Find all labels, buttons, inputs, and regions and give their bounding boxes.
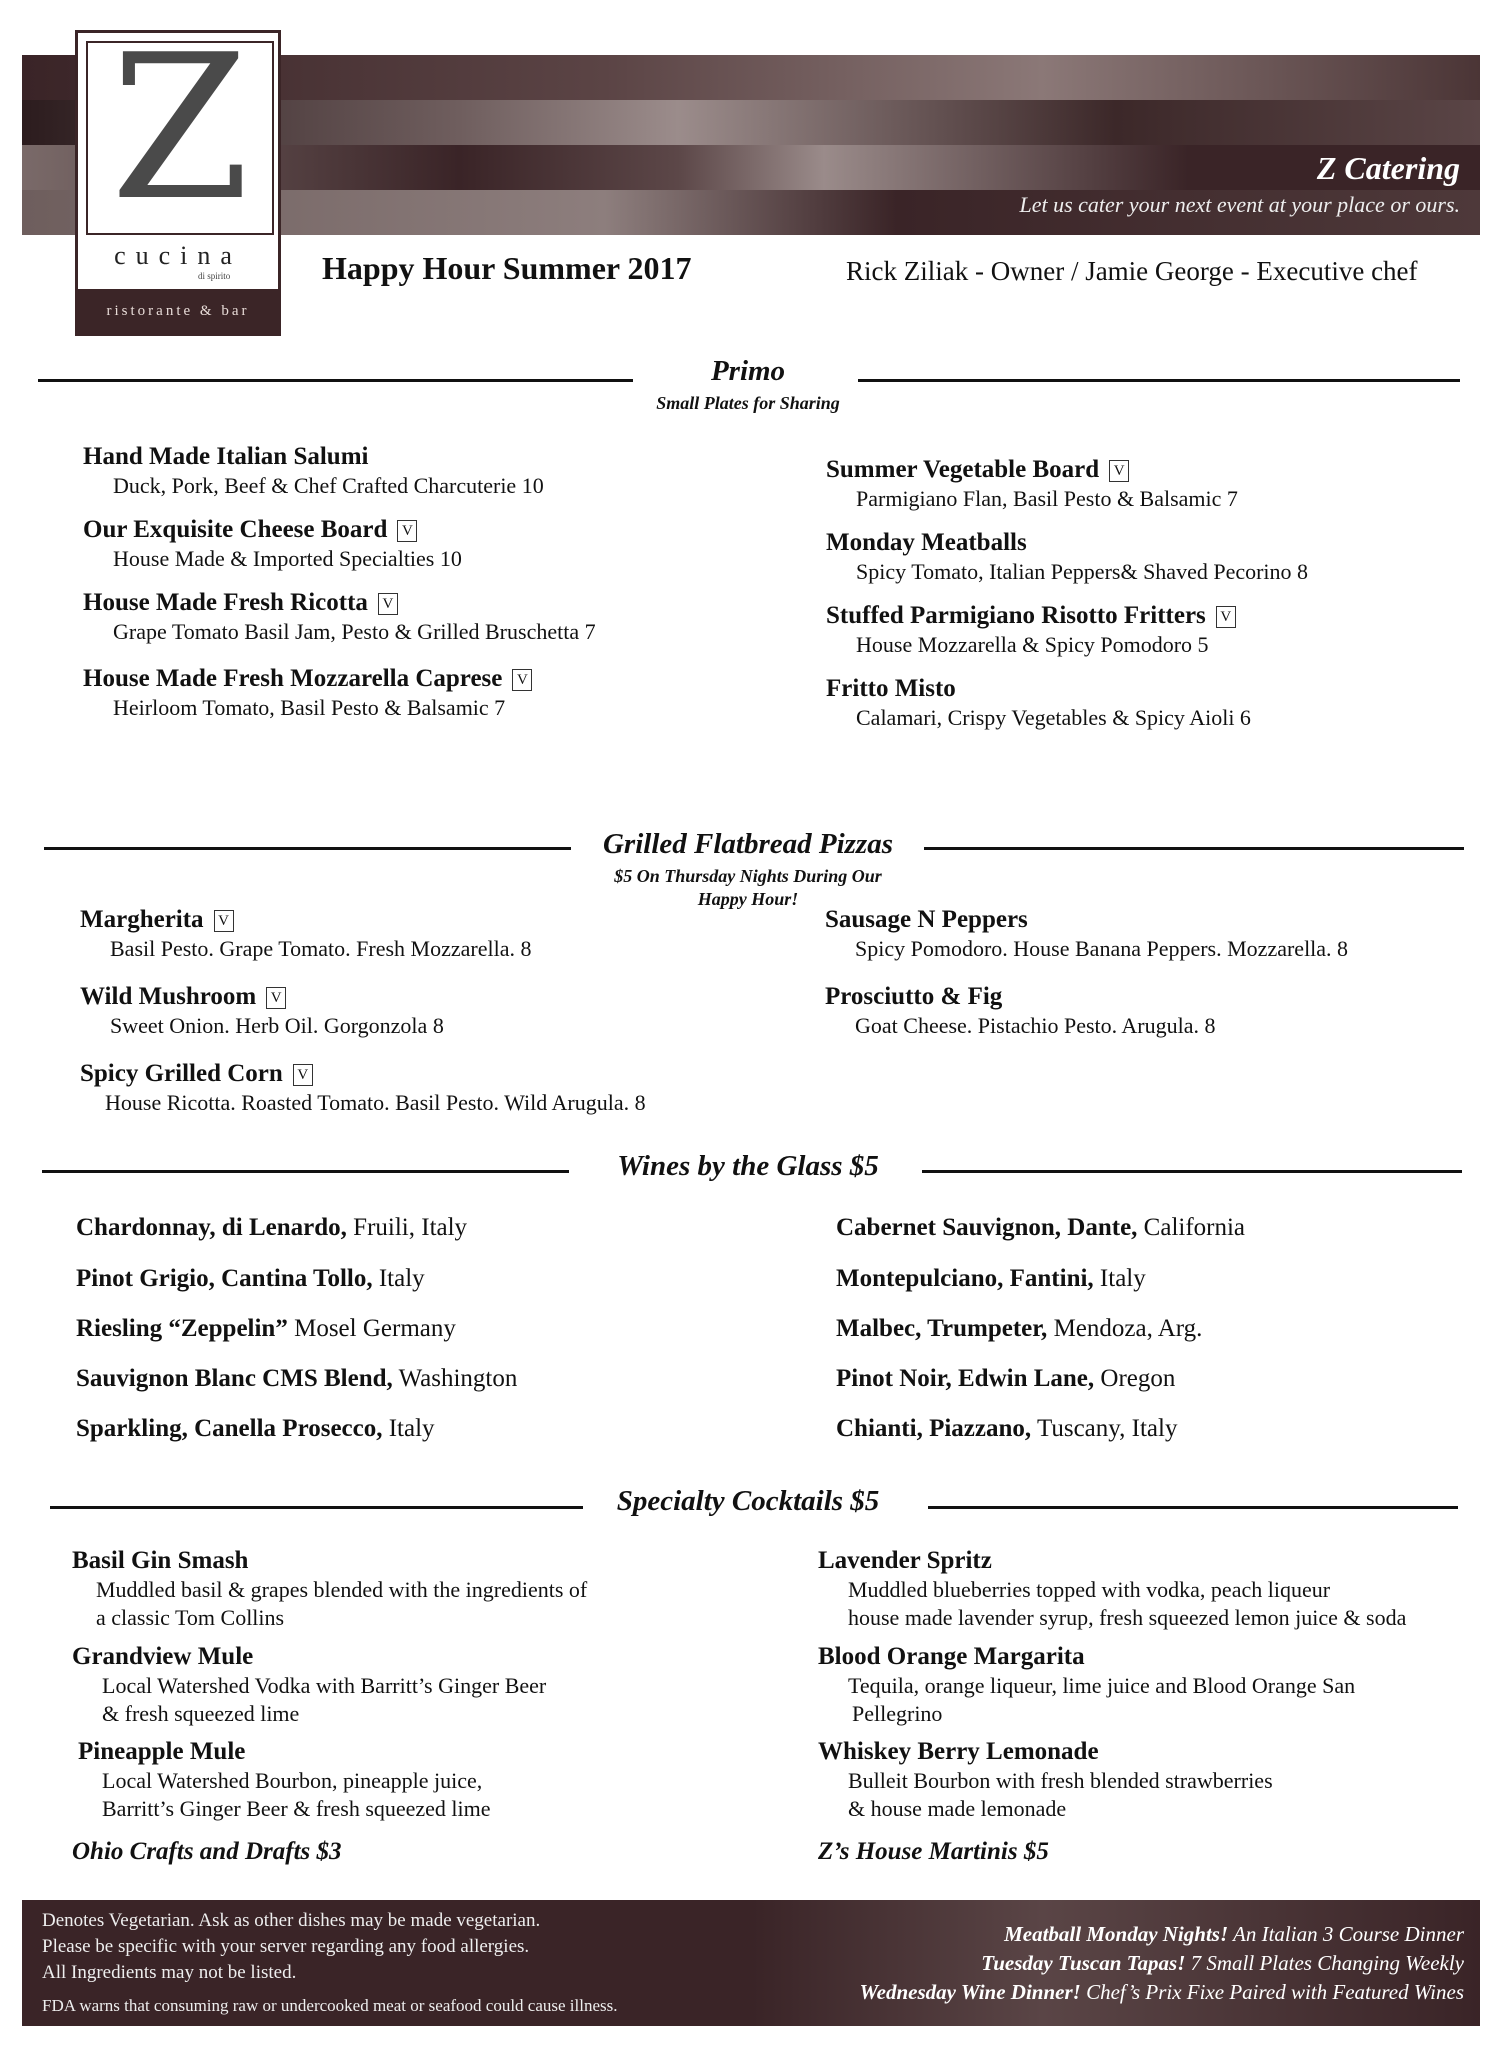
item-desc: a classic Tom Collins	[96, 1605, 285, 1630]
menu-item	[826, 528, 1308, 586]
cocktail-item	[72, 1546, 587, 1632]
item-desc: House Made & Imported Specialties 10	[113, 546, 462, 571]
wine-item	[836, 1365, 1175, 1393]
page-title: Happy Hour Summer 2017	[322, 250, 692, 286]
cocktail-item	[818, 1642, 1355, 1728]
item-desc: house made lavender syrup, fresh squeezed lemon juice & soda	[848, 1605, 1407, 1630]
logo	[75, 12, 281, 336]
logo-letter: Z	[110, 12, 250, 245]
item-desc: & fresh squeezed lime	[102, 1701, 300, 1726]
item-desc: Basil Pesto. Grape Tomato. Fresh Mozzarella. 8	[110, 936, 532, 961]
menu-item	[83, 664, 532, 722]
wine-item	[836, 1415, 1177, 1443]
footer-note: FDA warns that consuming raw or undercooked meat or seafood could cause illness.	[42, 1996, 618, 2015]
footer-note: All Ingredients may not be listed.	[42, 1962, 297, 1983]
wine-name: Riesling “Zeppelin”	[76, 1315, 288, 1342]
item-name: Fritto Misto	[826, 675, 956, 702]
item-desc: Grape Tomato Basil Jam, Pesto & Grilled Bruschetta 7	[113, 619, 596, 644]
wine-origin: Mosel Germany	[287, 1315, 456, 1342]
item-desc: Sweet Onion. Herb Oil. Gorgonzola 8	[110, 1013, 444, 1038]
footer-promo	[860, 1980, 1464, 2005]
item-desc: House Mozzarella & Spicy Pomodoro 5	[856, 632, 1209, 657]
item-name: Basil Gin Smash	[72, 1547, 249, 1574]
item-desc: House Ricotta. Roasted Tomato. Basil Pesto. Wild Arugula. 8	[105, 1090, 646, 1115]
wine-origin: Italy	[1093, 1265, 1146, 1292]
wine-name: Montepulciano, Fantini,	[836, 1265, 1094, 1292]
vegetarian-icon: V	[1216, 606, 1236, 628]
item-name: House Made Fresh Ricotta	[83, 589, 368, 616]
wine-origin: Italy	[382, 1415, 435, 1442]
item-desc: Spicy Pomodoro. House Banana Peppers. Mozzarella. 8	[855, 936, 1349, 961]
wine-origin: California	[1137, 1214, 1246, 1241]
item-name: Spicy Grilled Corn	[80, 1060, 283, 1087]
vegetarian-icon: V	[397, 520, 417, 542]
wine-item	[836, 1214, 1245, 1242]
promo-name: Tuesday Tuscan Tapas!	[981, 1951, 1186, 1975]
catering-title: Z Catering	[1316, 150, 1460, 186]
wine-item	[76, 1315, 456, 1343]
wine-origin: Oregon	[1094, 1365, 1176, 1392]
item-name: Whiskey Berry Lemonade	[818, 1738, 1099, 1765]
wine-name: Chianti, Piazzano,	[836, 1415, 1032, 1442]
wine-name: Sauvignon Blanc CMS Blend,	[76, 1365, 393, 1392]
menu-item	[825, 982, 1216, 1040]
wine-name: Cabernet Sauvignon, Dante,	[836, 1214, 1138, 1241]
item-name: Sausage N Peppers	[825, 906, 1028, 933]
menu-item	[80, 1059, 646, 1117]
ohio-crafts-line: Ohio Crafts and Drafts $3	[72, 1838, 342, 1865]
wine-origin: Washington	[392, 1365, 518, 1392]
menu-item	[83, 515, 462, 573]
item-desc: Muddled basil & grapes blended with the ingredients of	[96, 1577, 588, 1602]
item-name: Margherita	[80, 906, 204, 933]
promo-name: Wednesday Wine Dinner!	[859, 1980, 1081, 2004]
wine-origin: Fruili, Italy	[346, 1214, 468, 1241]
section-title: Primo	[710, 355, 786, 387]
menu-item	[826, 601, 1236, 659]
wine-item	[836, 1315, 1202, 1343]
wine-origin: Italy	[372, 1265, 425, 1292]
menu-item	[83, 442, 544, 500]
section-title: Grilled Flatbread Pizzas	[602, 828, 893, 860]
item-desc: Tequila, orange liqueur, lime juice and Blood Orange San	[848, 1673, 1356, 1698]
item-name: Prosciutto & Fig	[825, 983, 1003, 1010]
item-desc: Heirloom Tomato, Basil Pesto & Balsamic 7	[113, 695, 506, 720]
item-name: Blood Orange Margarita	[818, 1643, 1085, 1670]
promo-desc: Chef’s Prix Fixe Paired with Featured Wines	[1080, 1980, 1464, 2004]
owners-line: Rick Ziliak - Owner / Jamie George - Executive chef	[846, 256, 1418, 286]
wine-name: Sparkling, Canella Prosecco,	[76, 1415, 383, 1442]
section-title: Wines by the Glass $5	[617, 1150, 879, 1182]
vegetarian-icon: V	[214, 910, 234, 932]
menu-item	[80, 982, 444, 1040]
house-martinis-line: Z’s House Martinis $5	[818, 1838, 1049, 1865]
wine-item	[76, 1415, 435, 1443]
footer-promo	[981, 1951, 1464, 1976]
item-name: Summer Vegetable Board	[826, 456, 1100, 483]
item-name: Grandview Mule	[72, 1643, 254, 1670]
logo-name: cucina	[114, 241, 242, 270]
section-title: Specialty Cocktails $5	[616, 1485, 880, 1517]
item-desc: Goat Cheese. Pistachio Pesto. Arugula. 8	[855, 1013, 1216, 1038]
wine-name: Malbec, Trumpeter,	[836, 1315, 1048, 1342]
item-name: House Made Fresh Mozzarella Caprese	[83, 665, 503, 692]
menu-item	[826, 455, 1238, 513]
promo-desc: 7 Small Plates Changing Weekly	[1185, 1951, 1464, 1975]
item-desc: Calamari, Crispy Vegetables & Spicy Aioli 6	[856, 705, 1251, 730]
cocktail-item	[818, 1546, 1406, 1632]
item-name: Wild Mushroom	[80, 983, 257, 1010]
footer-band	[22, 1900, 1480, 2026]
item-desc: Pellegrino	[852, 1701, 943, 1726]
section-subtitle: Small Plates for Sharing	[656, 393, 840, 413]
promo-desc: An Italian 3 Course Dinner	[1228, 1922, 1464, 1946]
catering-tagline: Let us cater your next event at your place or ours.	[1019, 192, 1460, 217]
item-desc: Bulleit Bourbon with fresh blended strawberries	[848, 1768, 1273, 1793]
cocktail-item	[818, 1737, 1273, 1823]
section-subtitle: $5 On Thursday Nights During Our	[614, 866, 882, 886]
vegetarian-icon: V	[266, 987, 286, 1009]
footer-note: Please be specific with your server regarding any food allergies.	[42, 1936, 530, 1957]
menu-item	[80, 905, 531, 963]
vegetarian-icon: V	[1109, 460, 1129, 482]
menu-item	[83, 588, 596, 646]
vegetarian-icon: V	[293, 1064, 313, 1086]
wine-item	[76, 1214, 467, 1242]
item-desc: Local Watershed Vodka with Barritt’s Ginger Beer	[102, 1673, 547, 1698]
item-name: Our Exquisite Cheese Board	[83, 516, 388, 543]
logo-tag: ristorante & bar	[78, 289, 278, 333]
wine-name: Pinot Noir, Edwin Lane,	[836, 1365, 1095, 1392]
item-desc: Local Watershed Bourbon, pineapple juice,	[102, 1768, 483, 1793]
footer-note: Denotes Vegetarian. Ask as other dishes may be made vegetarian.	[42, 1910, 541, 1931]
item-name: Hand Made Italian Salumi	[83, 443, 369, 470]
logo-sub: di spirito	[198, 271, 231, 281]
item-name: Monday Meatballs	[826, 529, 1027, 556]
wine-origin: Mendoza, Arg.	[1047, 1315, 1203, 1342]
item-desc: & house made lemonade	[848, 1796, 1067, 1821]
wine-item	[836, 1265, 1146, 1293]
item-desc: Muddled blueberries topped with vodka, peach liqueur	[848, 1577, 1331, 1602]
item-name: Stuffed Parmigiano Risotto Fritters	[826, 602, 1206, 629]
item-desc: Barritt’s Ginger Beer & fresh squeezed lime	[102, 1796, 491, 1821]
wine-item	[76, 1365, 517, 1393]
item-desc: Spicy Tomato, Italian Peppers& Shaved Pecorino 8	[856, 559, 1309, 584]
menu-item	[826, 674, 1251, 732]
footer-promo	[1004, 1922, 1464, 1947]
cocktail-item	[72, 1642, 546, 1728]
cocktail-item	[78, 1737, 491, 1823]
item-desc: Parmigiano Flan, Basil Pesto & Balsamic 7	[856, 486, 1238, 511]
wine-name: Pinot Grigio, Cantina Tollo,	[76, 1265, 373, 1292]
promo-name: Meatball Monday Nights!	[1004, 1922, 1229, 1946]
menu-item	[825, 905, 1348, 963]
vegetarian-icon: V	[512, 669, 532, 691]
wine-origin: Tuscany, Italy	[1031, 1415, 1178, 1442]
item-name: Pineapple Mule	[78, 1738, 246, 1765]
section-subtitle: Happy Hour!	[697, 889, 799, 909]
wine-name: Chardonnay, di Lenardo,	[76, 1214, 347, 1241]
item-name: Lavender Spritz	[818, 1547, 992, 1574]
item-desc: Duck, Pork, Beef & Chef Crafted Charcuterie 10	[113, 473, 544, 498]
wine-item	[76, 1265, 425, 1293]
vegetarian-icon: V	[378, 593, 398, 615]
